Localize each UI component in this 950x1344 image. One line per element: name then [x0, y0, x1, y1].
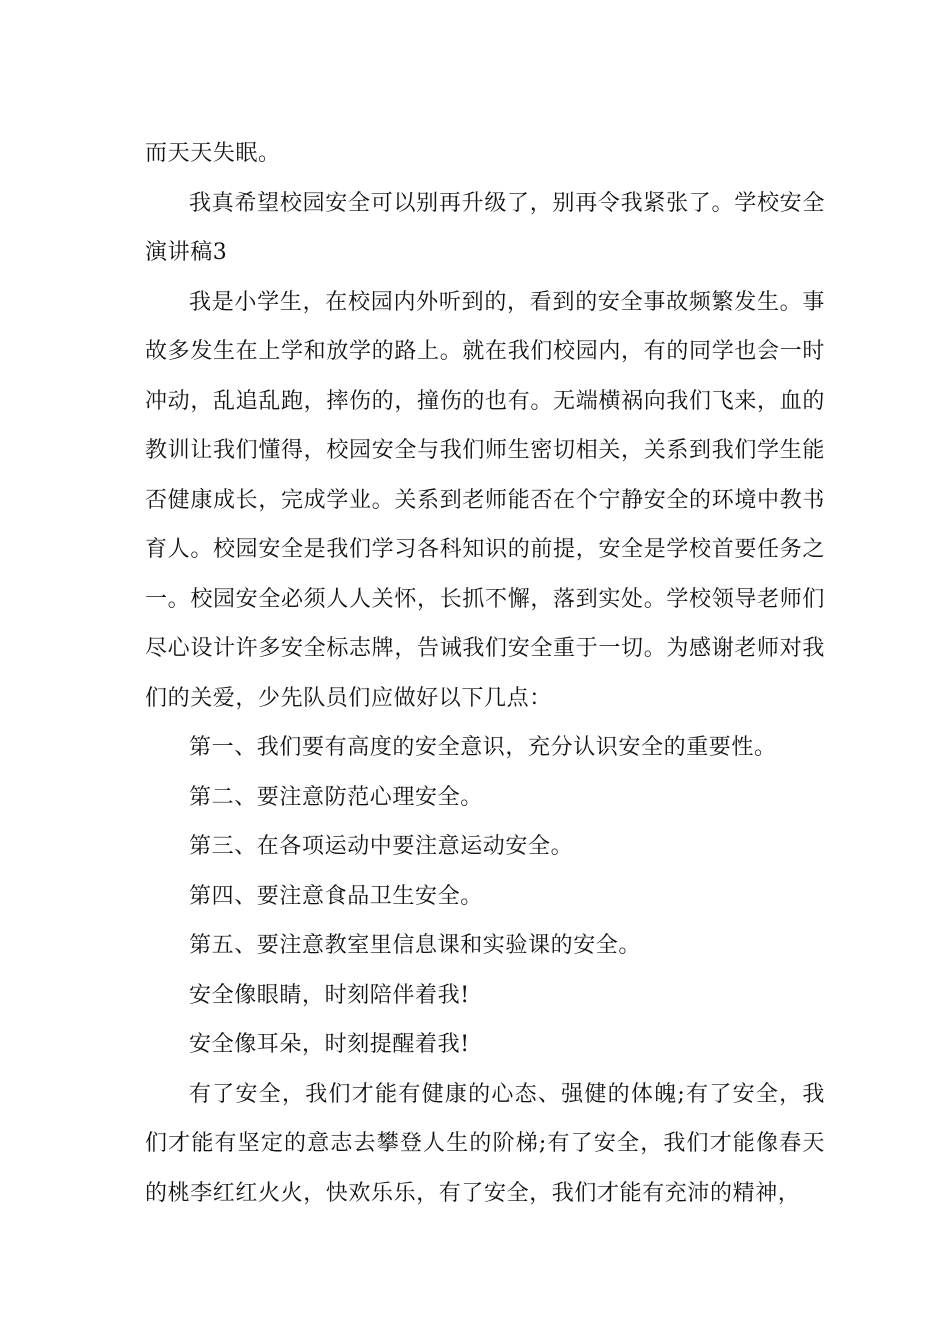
paragraph-closing: 有了安全，我们才能有健康的心态、强健的体魄;有了安全，我们才能有坚定的意志去攀登人生的阶梯;有了安全，我们才能像春天的桃李红红火火，快欢乐乐，有了安全，我们才能有充沛的精神， — [145, 1081, 825, 1206]
list-item-first: 第一、我们要有高度的安全意识，充分认识安全的重要性。 — [189, 735, 777, 760]
document-body — [145, 129, 825, 1218]
list-item-second: 第二、要注意防范心理安全。 — [189, 784, 483, 810]
paragraph-continuation: 而天天失眠。 — [145, 141, 281, 166]
paragraph-eyes: 安全像眼睛，时刻陪伴着我! — [189, 982, 470, 1008]
paragraph-wish: 我真希望校园安全可以别再升级了，别再令我紧张了。学校安全演讲稿3 — [145, 190, 825, 265]
list-item-fifth: 第五、要注意教室里信息课和实验课的安全。 — [189, 933, 642, 958]
paragraph-ears: 安全像耳朵，时刻提醒着我! — [189, 1032, 470, 1057]
list-item-third: 第三、在各项运动中要注意运动安全。 — [189, 834, 574, 859]
paragraph-main: 我是小学生，在校园内外听到的，看到的安全事故频繁发生。事故多发生在上学和放学的路上。就在我们校园内，有的同学也会一时冲动，乱追乱跑，摔伤的，撞伤的也有。无端横祸向我们飞来，血的教训让我们懂得，校园安全与我们师生密切相关，关系到我们学生能否健康成长，完成学业。关系到老师能否在个宁静安全的环境中教书育人。校园安全是我们学习各科知识的前提，安全是学校首要任务之一。校园安全必须人人关怀，长抓不懈，落到实处。学校领导老师们尽心设计许多安全标志牌，告诫我们安全重于一切。为感谢老师对我们的关爱，少先队员们应做好以下几点： — [145, 289, 825, 711]
list-item-fourth: 第四、要注意食品卫生安全。 — [189, 883, 483, 909]
